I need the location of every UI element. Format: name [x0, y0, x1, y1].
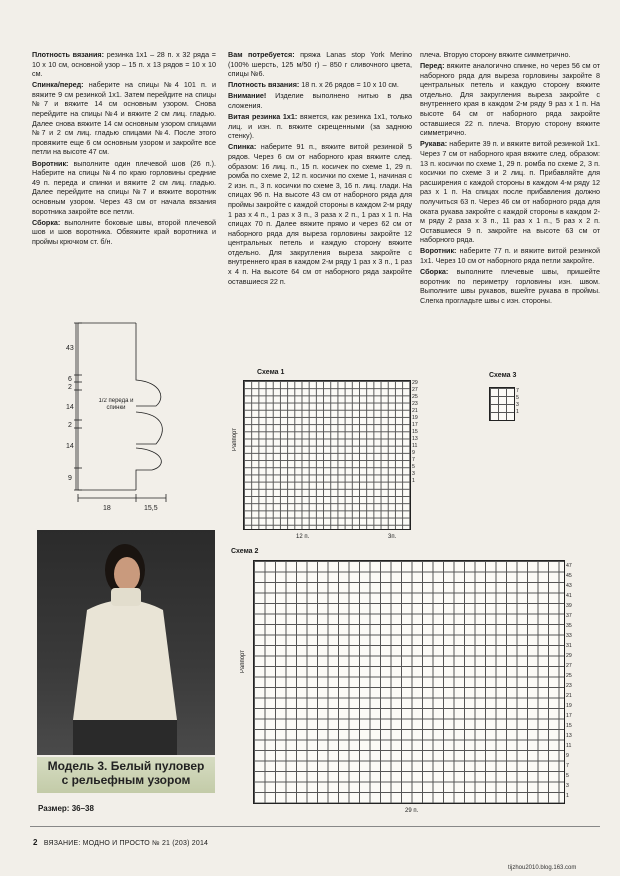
dim-15-5: 15,5: [144, 505, 158, 512]
density-paragraph-2: Плотность вязания: 18 п. х 26 рядов = 10 х 10 см.: [228, 80, 399, 90]
scheme1-width-label-2: 3п.: [388, 534, 397, 540]
scheme2-grid: [253, 560, 565, 804]
assembly-paragraph: Сборка: выполните боковые швы, второй плечевой шов и шов воротника. Обвяжите край воротника и проймы крючком ст. б/н.: [32, 217, 216, 246]
dim-2b: 2: [68, 422, 72, 429]
scheme1-rapport-label: Раппорт: [232, 428, 238, 451]
scheme2-rapport-label: Раппорт: [240, 650, 246, 673]
model-silhouette: [37, 530, 215, 755]
assembly-paragraph-2: Сборка: выполните плечевые швы, пришейте воротник по периметру горловины изн. швом. Выполните швы рукавов, вшейте рукава в проймы. Слегка прогладьте швы с изн. стороны.: [420, 267, 600, 305]
scheme3-grid: [489, 387, 515, 421]
collar-paragraph-2: Воротник: наберите 77 п. и вяжите витой резинкой 1х1. Через 10 см от наборного ряда петли закройте.: [420, 246, 601, 265]
column-1: [32, 50, 216, 248]
scheme2-row-numbers: 47 45 43 41 39 37 35 33 31 29 27 25 23 21 19 17 15 13 11 9 7 5 3 1: [566, 563, 572, 799]
back-paragraph: Спинка: наберите 91 п., вяжите витой резинкой 5 рядов. Через 6 см от наборного края вяжите след. образом: 16 лиц. п., 15 п. косичек по схеме 1, 29 п. ромба по схеме 2, 12 п. косички по схеме 1, начиная с 2 изн. п., 3 п. косички по схеме 3, 16 п. лиц. глади. На спицах 96 п. На высоте 43 см от наборного ряда для проймы закройте с каждой стороны в каждом 2-м ряду 1 раз х 4 п., 1 раз х 3 п., 3 раза х 2 п., 1 раз х 1 п. На спицах 70 п. Далее вяжите прямо и через 62 см от наборного ряда для выреза горловины закройте 12 центральных петель и каждую сторону вяжите отдельно. Для закругления выреза закройте с внутреннего края в каждом 2-м ряду 1 раз х 3 п., 1 раз х 4 п. На высоте 64 см от наборного ряда закройте оставшиеся 22 п.: [228, 142, 413, 286]
model-photo: [37, 530, 215, 755]
scheme1-row-numbers: 29 27 25 23 21 19 17 15 13 11 9 7 5 3 1: [412, 380, 418, 484]
dim-14a: 14: [66, 404, 74, 411]
dim-2a: 2: [68, 384, 72, 391]
dim-14b: 14: [66, 443, 74, 450]
density-paragraph: Плотность вязания: резинка 1х1 – 28 п. х 32 ряда = 10 х 10 см, основной узор – 15 п. х 13 рядов = 10 х 10 см.: [32, 50, 216, 79]
size-label: Размер: 36–38: [38, 804, 94, 813]
scheme1-title: Схема 1: [257, 369, 285, 376]
column-2: [228, 50, 412, 288]
watermark: tijzhou2010.blog.163.com: [508, 865, 577, 871]
garment-pattern-sketch: [56, 320, 186, 520]
front-paragraph: Перед: вяжите аналогично спинке, но через 56 см от наборного ряда для выреза горловины закройте 8 центральных петель и каждую сторону вяжите отдельно. Для закругления выреза закройте с внутреннего края в каждом 2-м ряду 9 раз х 1 п. На высоте 64 см от наборного ряда закройте оставшиеся 22 п. плеча. Вторую сторону вяжите симметрично.: [420, 61, 601, 138]
dim-43: 43: [66, 345, 74, 352]
column-3: [420, 50, 600, 307]
dim-6: 6: [68, 376, 72, 383]
twisted-rib-paragraph: Витая резинка 1х1: вяжется, как резинка 1х1, только лиц. и изн. п. вяжите скрещенными (за заднюю стенку).: [228, 112, 413, 141]
back-front-paragraph: Спинка/перед: наберите на спицы №4 101 п. и вяжите 9 см резинкой 1х1. Затем перейдите на спицы №7 и вяжите 14 см основным узором. Снова перейдите на спицы №4 и вяжите 2 см лиц. гладью. Далее снова вяжите 14 см основным узором спицами №7 и 2 см лиц. гладью спицами №4. После этого провяжите еще 6 см основным узором и закройте все петли на высоте 47 см.: [32, 80, 216, 157]
magazine-title: ВЯЗАНИЕ: МОДНО И ПРОСТО № 21 (203) 2014: [43, 840, 209, 847]
attention-paragraph: Внимание! Изделие выполнено нитью в два сложения.: [228, 91, 412, 110]
footer: [33, 838, 208, 847]
shoulder-continuation: плеча. Вторую сторону вяжите симметрично.: [420, 50, 571, 59]
dim-18: 18: [103, 505, 111, 512]
scheme2-width-label: 29 п.: [405, 808, 419, 814]
sleeves-paragraph: Рукава: наберите 39 п. и вяжите витой резинкой 1х1. Через 7 см от наборного края вяжите след. образом: 13 п. косички по схеме 1, 29 п. ромба по схеме 2, 3 п. косички по схеме 3 и 2 лиц. п. Прибавляйте для расширения с каждой стороны в каждом 4-м ряду 12 раз х 1 п. На спицах после прибавления должно получиться 63 п. Через 46 см от наборного ряда для оката рукава закройте с каждой стороны в каждом 2-м ряду 2 раза х 3 п., 11 раз х 1 п., 5 раз х 2 п. Оставшиеся 9 п. закройте на высоте 63 см от наборного ряда.: [420, 139, 600, 245]
pattern-label: 1/2 переда и спинки: [98, 398, 134, 411]
scheme3-row-numbers: 7 5 3 1: [516, 388, 519, 415]
scheme1-grid: [243, 380, 411, 530]
scheme3-title: Схема 3: [489, 372, 517, 379]
model-caption: Модель 3. Белый пуловер с рельефным узором: [37, 757, 215, 793]
scheme2-title: Схема 2: [231, 548, 259, 555]
footer-rule: [30, 826, 600, 827]
collar-paragraph: Воротник: выполните один плечевой шов (26 п.). Наберите на спицы №4 по краю горловины средние 49 п. переда и спинки и вяжите 2 см лиц. гладью. Далее перейдите на спицы №7 и вяжите воротник основным узором. Через 43 см от начала вязания воротника закройте все петли.: [32, 158, 216, 216]
materials-paragraph: Вам потребуется: пряжа Lanas stop York Merino (100% шерсть, 125 м/50 г) – 850 г сливочного цвета, спицы №6.: [228, 50, 413, 79]
scheme1-width-label: 12 п.: [296, 534, 310, 540]
dim-9: 9: [68, 475, 72, 482]
page-number: 2: [33, 838, 38, 847]
